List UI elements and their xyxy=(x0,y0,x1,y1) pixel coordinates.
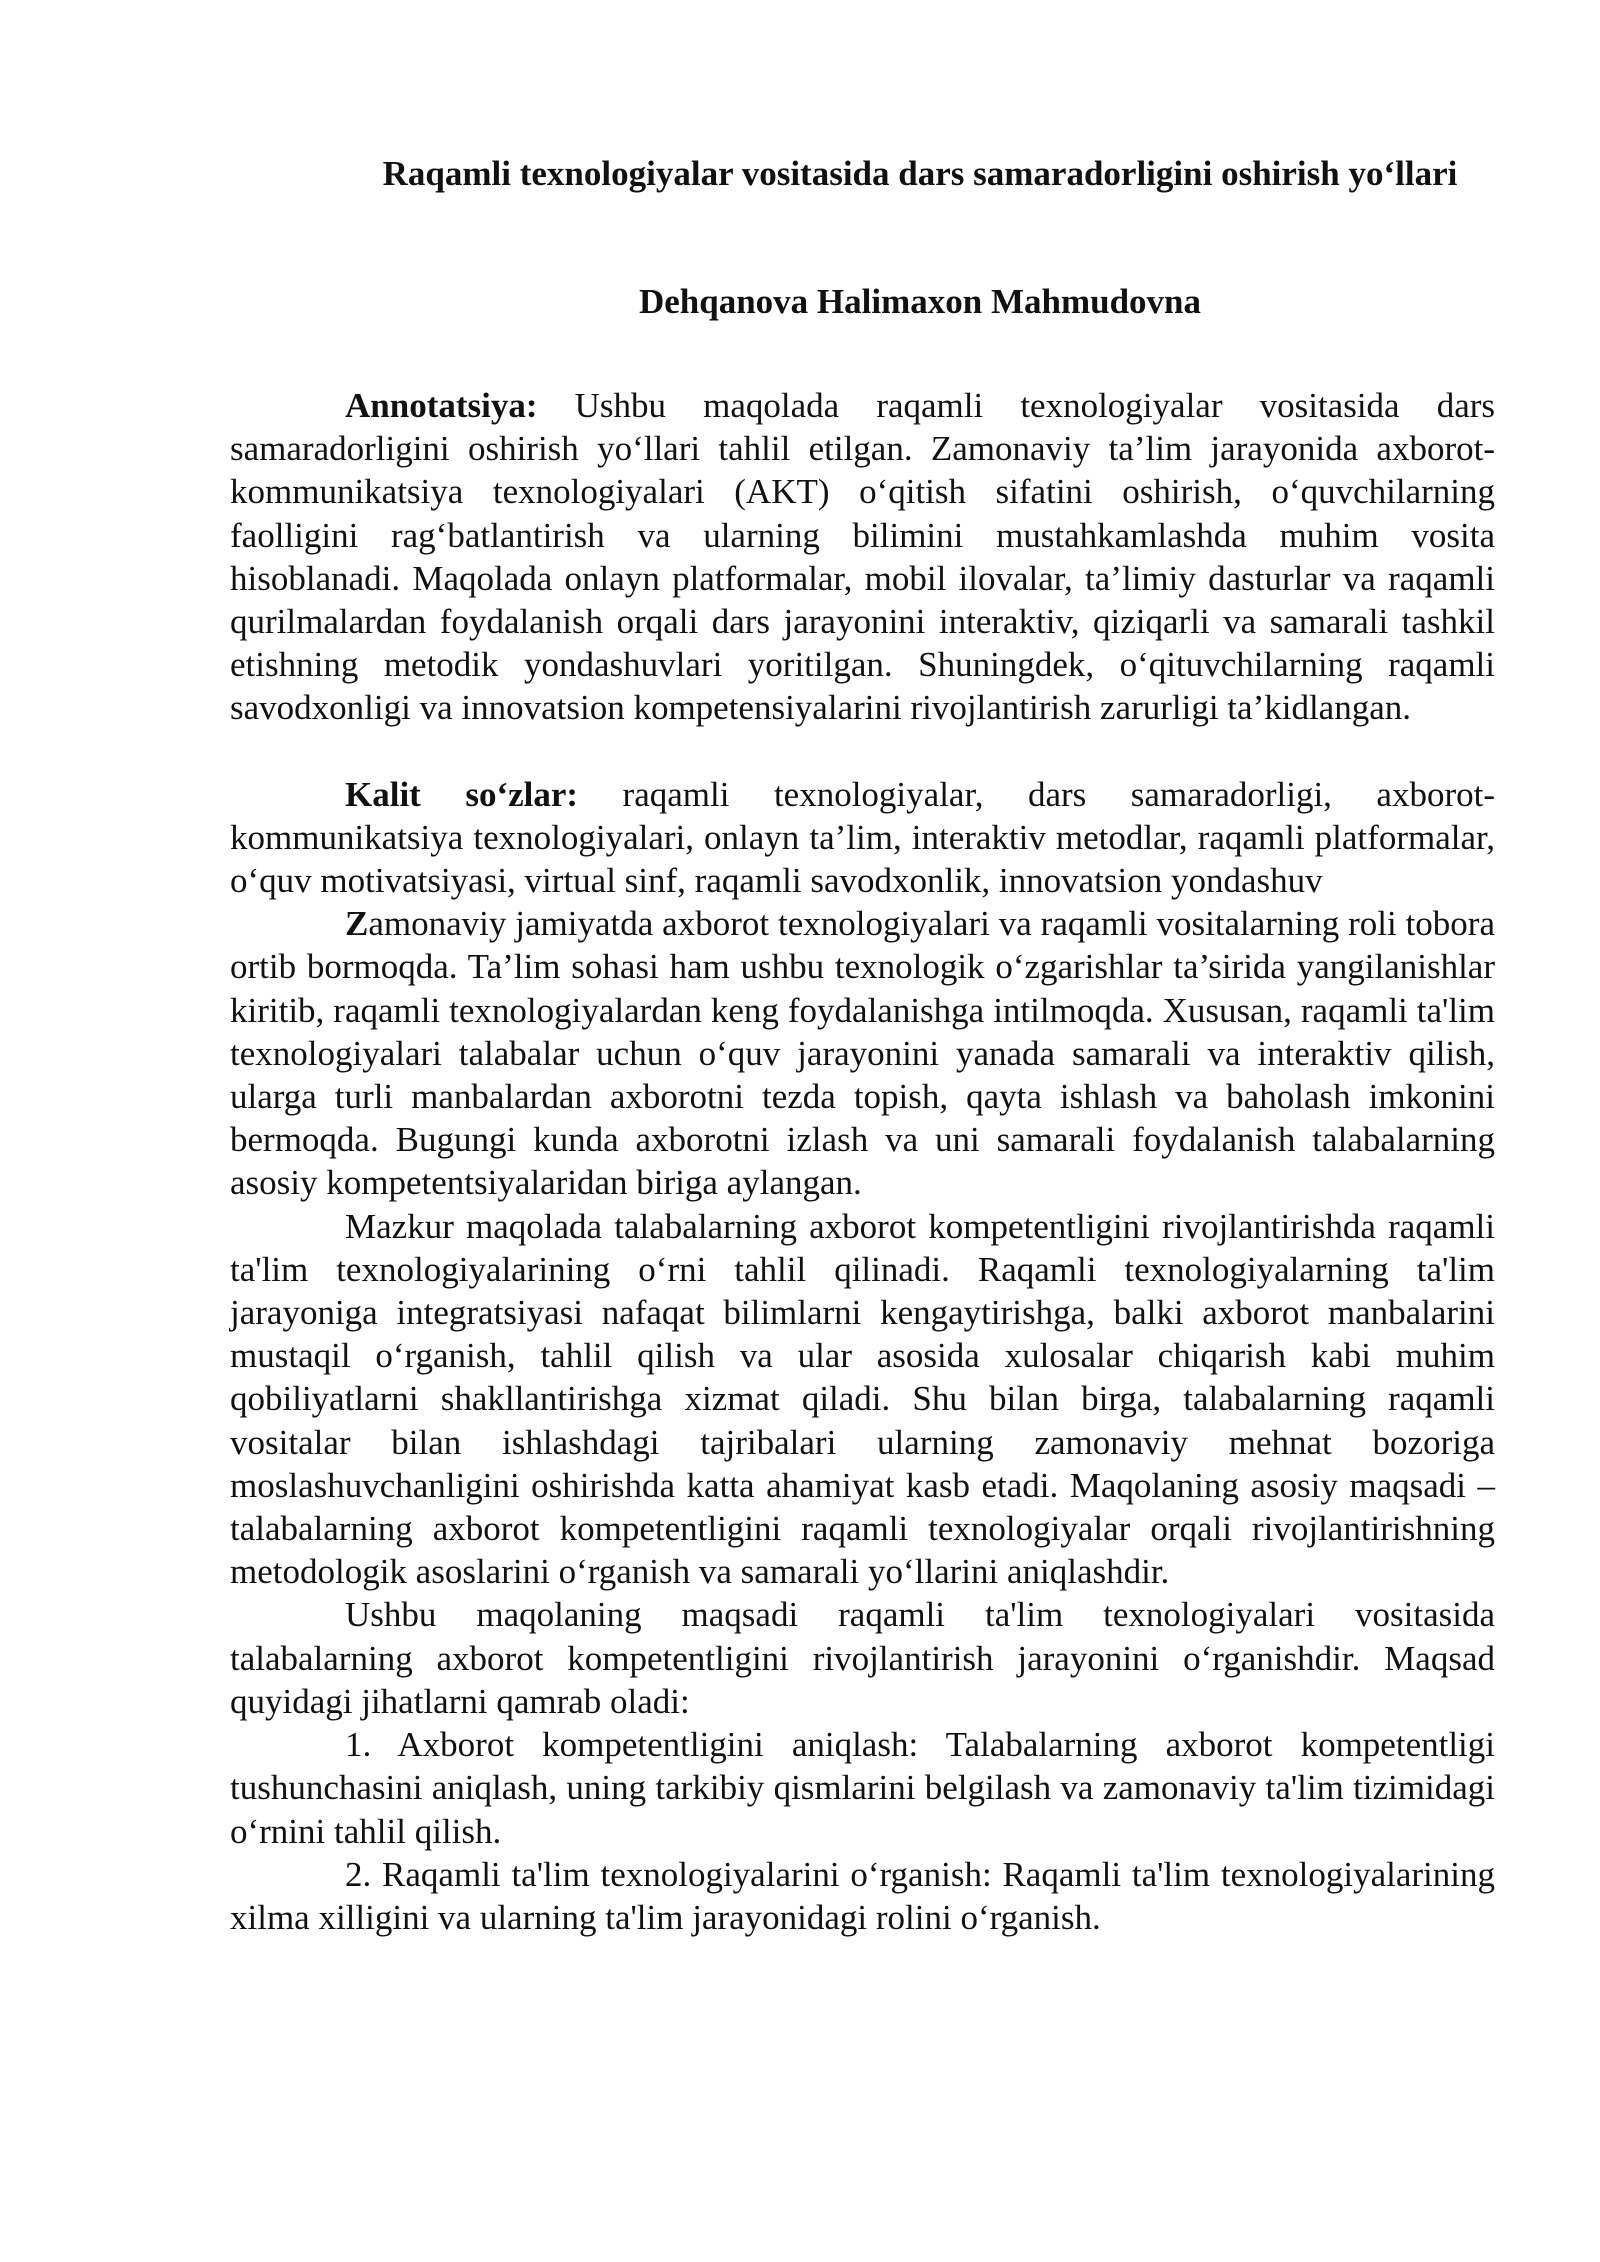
intro-paragraph xyxy=(230,902,1495,1204)
abstract-text: Ushbu maqolada raqamli texnologiyalar vositasida dars samaradorligini oshirish yo‘llari tahlil etilgan. Zamonaviy ta’lim jarayonida axborot-kommunikatsiya texnologiyalari (AKT) o‘qitish sifatini oshirish, o‘quvchilarning faolligini rag‘batlantirish va ularning bilimini mustahkamlashda muhim vosita hisoblanadi. Maqolada onlayn platformalar, mobil ilovalar, ta’limiy dasturlar va raqamli qurilmalardan foydalanish orqali dars jarayonini interaktiv, qiziqarli va samarali tashkil etishning metodik yondashuvlari yoritilgan. Shuningdek, o‘qituvchilarning raqamli savodxonligi va innovatsion kompetensiyalarini rivojlantirish zarurligi ta’kidlangan. xyxy=(230,386,1495,728)
list-item: 1. Axborot kompetentligini aniqlash: Talabalarning axborot kompetentligi tushunchasini aniqlash, uning tarkibiy qismlarini belgilash va zamonaviy ta'lim tizimidagi o‘rnini tahlil qilish. xyxy=(230,1725,1495,1851)
list-item: 2. Raqamli ta'lim texnologiyalarini o‘rganish: Raqamli ta'lim texnologiyalarining xilma xilligini va ularning ta'lim jarayonidagi rolini o‘rganish. xyxy=(230,1854,1495,1937)
keywords-text: raqamli texnologiyalar, dars samaradorligi, axborot-kommunikatsiya texnologiyalari, onlayn ta’lim, interaktiv metodlar, raqamli platformalar, o‘quv motivatsiyasi, virtual sinf, raqamli savodxonlik, innovatsion yondashuv xyxy=(230,774,1495,901)
body-paragraph: Ushbu maqolaning maqsadi raqamli ta'lim texnologiyalari vositasida talabalarning axborot kompetentligini rivojlantirish jarayonini o‘rganishdir. Maqsad quyidagi jihatlarni qamrab oladi: xyxy=(230,1595,1495,1721)
intro-text: amonaviy jamiyatda axborot texnologiyalari va raqamli vositalarning roli tobora ortib bormoqda. Ta’lim sohasi ham ushbu texnologik o‘zgarishlar ta’sirida yangilanishlar kiritib, raqamli texnologiyalardan keng foydalanishga intilmoqda. Xususan, raqamli ta'lim texnologiyalari talabalar uchun o‘quv jarayonini yanada samarali va interaktiv qilish, ularga turli manbalardan axborotni tezda topish, qayta ishlash va baholash imkonini bermoqda. Bugungi kunda axborotni izlash va uni samarali foydalanish talabalarning asosiy kompetentsiyalaridan biriga aylangan. xyxy=(230,904,1495,1203)
body-paragraph: Mazkur maqolada talabalarning axborot kompetentligini rivojlantirishda raqamli ta'lim texnologiyalarining o‘rni tahlil qilinadi. Raqamli texnologiyalarning ta'lim jarayoniga integratsiyasi nafaqat bilimlarni kengaytirishga, balki axborot manbalarini mustaqil o‘rganish, tahlil qilish va ular asosida xulosalar chiqarish kabi muhim qobiliyatlarni shakllantirishga xizmat qiladi. Shu bilan birga, talabalarning raqamli vositalar bilan ishlashdagi tajribalari ularning zamonaviy mehnat bozoriga moslashuvchanligini oshirishda katta ahamiyat kasb etadi. Maqolaning asosiy maqsadi – talabalarning axborot kompetentligini raqamli texnologiyalar orqali rivojlantirishning metodologik asoslarini o‘rganish va samarali yo‘llarini aniqlashdir. xyxy=(230,1206,1495,1592)
author-name: Dehqanova Halimaxon Mahmudovna xyxy=(638,282,1202,321)
abstract-paragraph xyxy=(230,384,1495,730)
abstract-label: Annotatsiya: xyxy=(345,386,538,425)
article-title: Raqamli texnologiyalar vositasida dars samaradorligini oshirish yo‘llari xyxy=(382,154,1458,193)
article-body xyxy=(230,384,1495,1939)
drop-initial: Z xyxy=(345,904,369,944)
keywords-label: Kalit so‘zlar: xyxy=(345,774,579,814)
keywords-paragraph xyxy=(230,773,1495,903)
